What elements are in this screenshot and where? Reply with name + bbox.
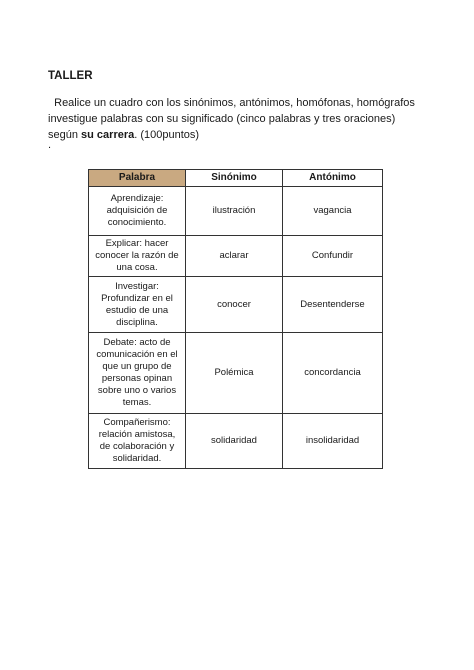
cell-palabra: Debate: acto de comunicación en el que un grupo de personas opinan sobre uno o varios temas. xyxy=(89,333,186,414)
table-row xyxy=(89,414,383,469)
cell-palabra: Aprendizaje: adquisición de conocimiento. xyxy=(89,187,186,236)
vocabulary-table xyxy=(88,169,383,469)
table-row xyxy=(89,187,383,236)
page-title: TALLER xyxy=(48,70,93,82)
instructions-suffix: . (100puntos) xyxy=(134,129,200,141)
cell-sinonimo: solidaridad xyxy=(186,414,283,469)
cell-palabra: Investigar: Profundizar en el estudio de una disciplina. xyxy=(89,277,186,333)
cell-antonimo: Desentenderse xyxy=(283,277,383,333)
stray-mark: . xyxy=(48,139,52,151)
instructions-bold-text: su carrera xyxy=(81,129,135,141)
cell-sinonimo: aclarar xyxy=(186,236,283,277)
cell-sinonimo: ilustración xyxy=(186,187,283,236)
instructions-paragraph xyxy=(48,95,418,143)
header-antonimo: Antónimo xyxy=(283,170,383,187)
cell-sinonimo: Polémica xyxy=(186,333,283,414)
cell-antonimo: vagancia xyxy=(283,187,383,236)
cell-antonimo: Confundir xyxy=(283,236,383,277)
header-palabra: Palabra xyxy=(89,170,186,187)
table-row xyxy=(89,333,383,414)
table-row xyxy=(89,277,383,333)
cell-antonimo: insolidaridad xyxy=(283,414,383,469)
cell-antonimo: concordancia xyxy=(283,333,383,414)
cell-sinonimo: conocer xyxy=(186,277,283,333)
instructions-text: Realice un cuadro con los sinónimos, antónimos, homófonas, homógrafos investigue palabras con su significado (cinco palabras y tres oraciones) según xyxy=(48,97,415,141)
cell-palabra: Compañerismo: relación amistosa, de colaboración y solidaridad. xyxy=(89,414,186,469)
header-sinonimo: Sinónimo xyxy=(186,170,283,187)
cell-palabra: Explicar: hacer conocer la razón de una cosa. xyxy=(89,236,186,277)
table-header-row xyxy=(89,170,383,187)
table-row xyxy=(89,236,383,277)
